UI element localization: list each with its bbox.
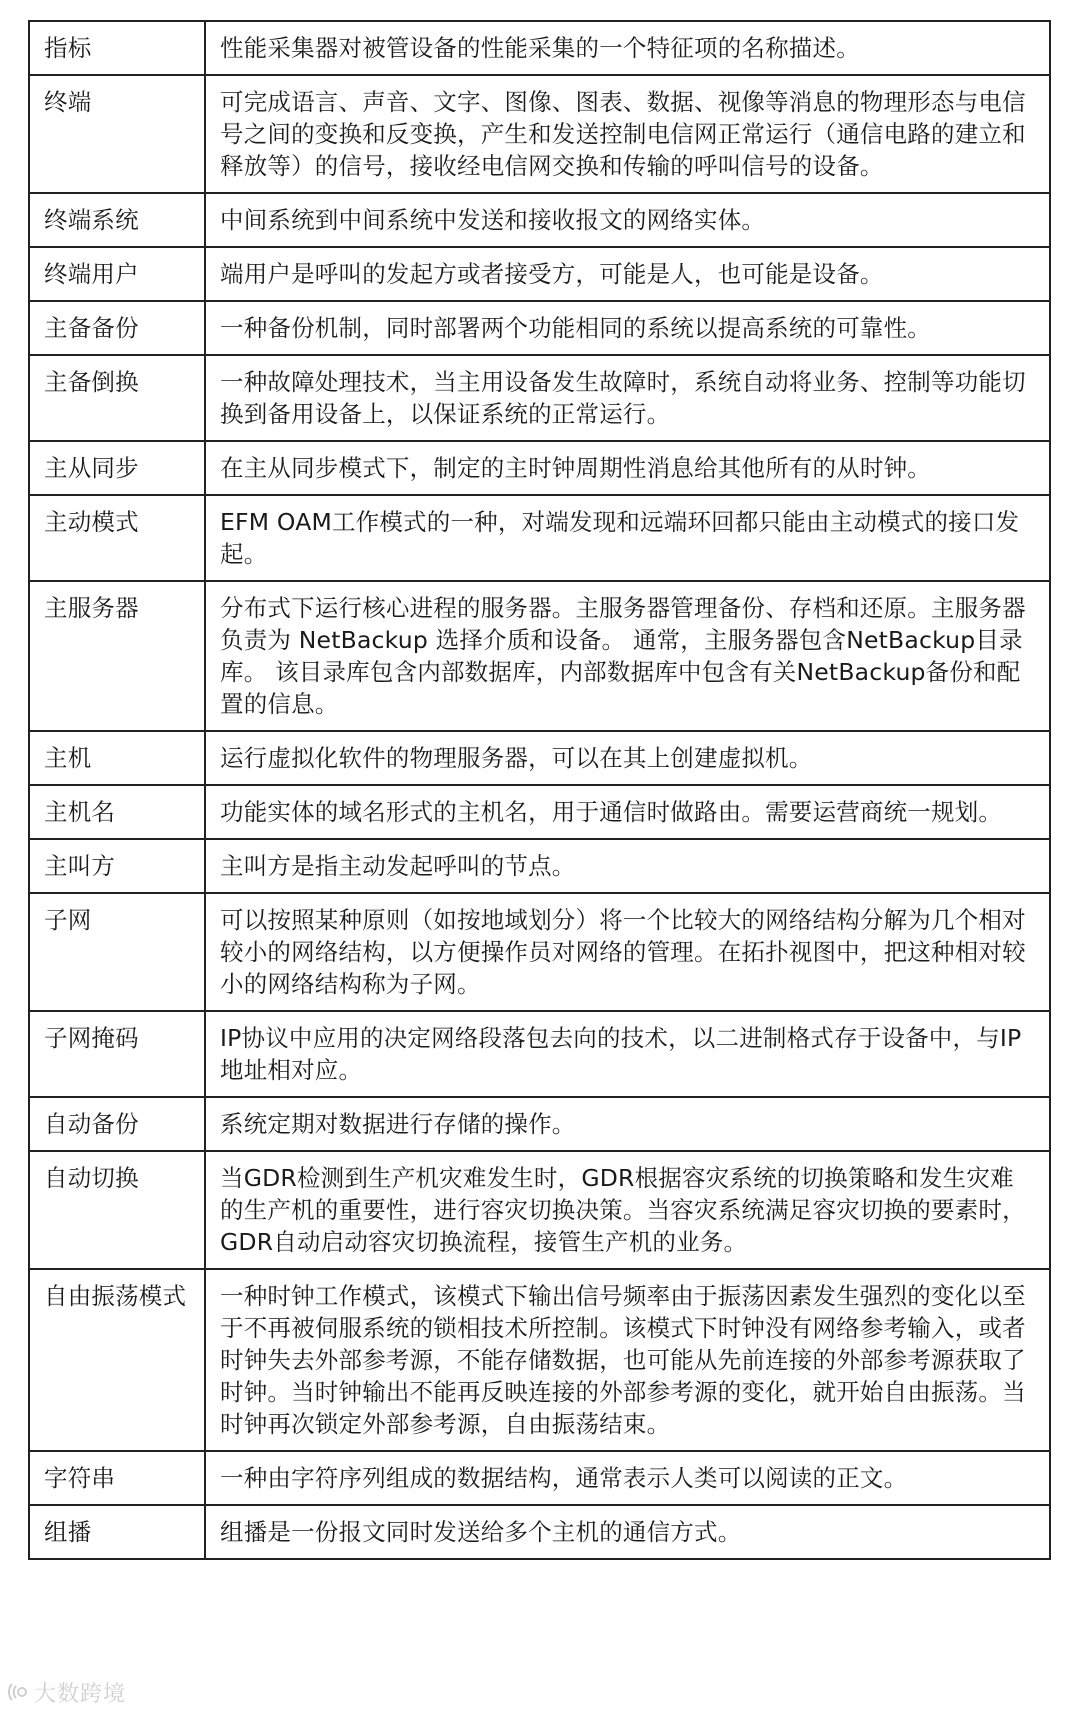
- definition-cell: 系统定期对数据进行存储的操作。: [205, 1097, 1050, 1151]
- term-cell: 自动备份: [29, 1097, 205, 1151]
- definition-cell: EFM OAM工作模式的一种，对端发现和远端环回都只能由主动模式的接口发起。: [205, 495, 1050, 581]
- term-cell: 终端: [29, 75, 205, 193]
- table-row: [29, 1451, 1050, 1505]
- definition-cell: 在主从同步模式下，制定的主时钟周期性消息给其他所有的从时钟。: [205, 441, 1050, 495]
- definition-cell: 主叫方是指主动发起呼叫的节点。: [205, 839, 1050, 893]
- term-cell: 主服务器: [29, 581, 205, 731]
- table-row: [29, 495, 1050, 581]
- definition-cell: 组播是一份报文同时发送给多个主机的通信方式。: [205, 1505, 1050, 1559]
- term-cell: 字符串: [29, 1451, 205, 1505]
- glossary-body: [29, 21, 1050, 1559]
- definition-cell: 端用户是呼叫的发起方或者接受方，可能是人，也可能是设备。: [205, 247, 1050, 301]
- table-row: [29, 355, 1050, 441]
- definition-cell: 性能采集器对被管设备的性能采集的一个特征项的名称描述。: [205, 21, 1050, 75]
- definition-cell: 功能实体的域名形式的主机名，用于通信时做路由。需要运营商统一规划。: [205, 785, 1050, 839]
- table-row: [29, 731, 1050, 785]
- term-cell: 组播: [29, 1505, 205, 1559]
- term-cell: 自由振荡模式: [29, 1269, 205, 1451]
- definition-cell: 运行虚拟化软件的物理服务器，可以在其上创建虚拟机。: [205, 731, 1050, 785]
- table-row: [29, 75, 1050, 193]
- term-cell: 主从同步: [29, 441, 205, 495]
- table-row: [29, 1151, 1050, 1269]
- definition-cell: 可以按照某种原则（如按地域划分）将一个比较大的网络结构分解为几个相对较小的网络结构，以方便操作员对网络的管理。在拓扑视图中，把这种相对较小的网络结构称为子网。: [205, 893, 1050, 1011]
- table-row: [29, 785, 1050, 839]
- definition-cell: 分布式下运行核心进程的服务器。主服务器管理备份、存档和还原。主服务器负责为 NetBackup 选择介质和设备。 通常，主服务器包含NetBackup目录库。 该目录库包含内部数据库，内部数据库中包含有关NetBackup备份和配置的信息。: [205, 581, 1050, 731]
- definition-cell: 可完成语言、声音、文字、图像、图表、数据、视像等消息的物理形态与电信号之间的变换和反变换，产生和发送控制电信网正常运行（通信电路的建立和释放等）的信号，接收经电信网交换和传输的呼叫信号的设备。: [205, 75, 1050, 193]
- definition-cell: 一种故障处理技术，当主用设备发生故障时，系统自动将业务、控制等功能切换到备用设备上，以保证系统的正常运行。: [205, 355, 1050, 441]
- table-row: [29, 839, 1050, 893]
- term-cell: 主机: [29, 731, 205, 785]
- term-cell: 主机名: [29, 785, 205, 839]
- glossary-table: [28, 20, 1051, 1560]
- term-cell: 终端系统: [29, 193, 205, 247]
- table-row: [29, 1097, 1050, 1151]
- term-cell: 自动切换: [29, 1151, 205, 1269]
- definition-cell: IP协议中应用的决定网络段落包去向的技术，以二进制格式存于设备中，与IP地址相对应。: [205, 1011, 1050, 1097]
- definition-cell: 一种由字符序列组成的数据结构，通常表示人类可以阅读的正文。: [205, 1451, 1050, 1505]
- watermark: [6, 1676, 126, 1708]
- term-cell: 主叫方: [29, 839, 205, 893]
- term-cell: 终端用户: [29, 247, 205, 301]
- table-row: [29, 1505, 1050, 1559]
- table-row: [29, 441, 1050, 495]
- term-cell: 子网: [29, 893, 205, 1011]
- term-cell: 指标: [29, 21, 205, 75]
- table-row: [29, 581, 1050, 731]
- table-row: [29, 193, 1050, 247]
- term-cell: 主备倒换: [29, 355, 205, 441]
- definition-cell: 一种时钟工作模式，该模式下输出信号频率由于振荡因素发生强烈的变化以至于不再被伺服系统的锁相技术所控制。该模式下时钟没有网络参考输入，或者时钟失去外部参考源，不能存储数据，也可能从先前连接的外部参考源获取了时钟。当时钟输出不能再反映连接的外部参考源的变化，就开始自由振荡。当时钟再次锁定外部参考源，自由振荡结束。: [205, 1269, 1050, 1451]
- table-row: [29, 1269, 1050, 1451]
- table-row: [29, 21, 1050, 75]
- brand-logo-icon: [6, 1680, 30, 1704]
- table-row: [29, 893, 1050, 1011]
- term-cell: 主备备份: [29, 301, 205, 355]
- table-row: [29, 1011, 1050, 1097]
- table-row: [29, 247, 1050, 301]
- definition-cell: 当GDR检测到生产机灾难发生时，GDR根据容灾系统的切换策略和发生灾难的生产机的重要性，进行容灾切换决策。当容灾系统满足容灾切换的要素时，GDR自动启动容灾切换流程，接管生产机的业务。: [205, 1151, 1050, 1269]
- watermark-text: 大数跨境: [34, 1681, 127, 1707]
- definition-cell: 中间系统到中间系统中发送和接收报文的网络实体。: [205, 193, 1050, 247]
- term-cell: 子网掩码: [29, 1011, 205, 1097]
- table-row: [29, 301, 1050, 355]
- term-cell: 主动模式: [29, 495, 205, 581]
- definition-cell: 一种备份机制，同时部署两个功能相同的系统以提高系统的可靠性。: [205, 301, 1050, 355]
